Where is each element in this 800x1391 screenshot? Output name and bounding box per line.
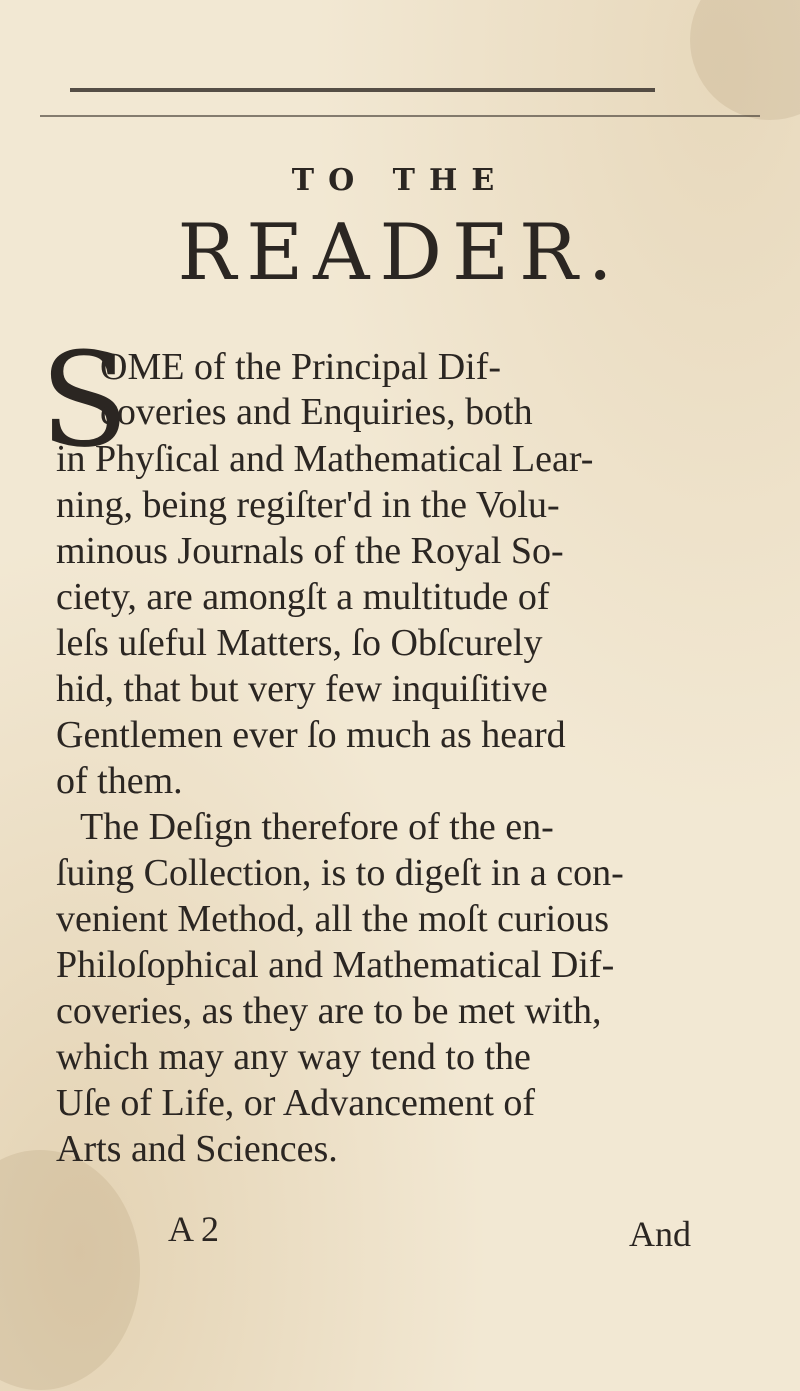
text-line: of them. <box>56 760 183 802</box>
heading-pre: TO THE <box>291 163 509 198</box>
text-line: The Deſign therefore of the en- <box>80 806 554 848</box>
text-line: ſuing Collection, is to digeſt in a con- <box>56 852 624 894</box>
text-line: ciety, are amongſt a multitude of <box>56 576 550 618</box>
top-rule-thin <box>40 115 760 117</box>
text-line: coveries, as they are to be met with, <box>56 990 602 1032</box>
text-line: OME of the Principal Dif- <box>100 346 502 388</box>
text-line: venient Method, all the moſt curious <box>56 898 610 940</box>
text-line: leſs uſeful Matters, ſo Obſcurely <box>56 622 543 664</box>
top-rule <box>70 88 655 92</box>
text-line: Gentlemen ever ſo much as heard <box>56 714 566 756</box>
paper-stain <box>690 0 800 120</box>
text-line: ning, being regiſter'd in the Volu- <box>56 484 560 526</box>
catchword: And <box>629 1214 691 1254</box>
text-line: minous Journals of the Royal So- <box>56 530 564 572</box>
text-line: Arts and Sciences. <box>56 1128 338 1170</box>
text-line: in Phyſical and Mathematical Lear- <box>56 438 594 480</box>
text-line: coveries and Enquiries, both <box>100 391 533 433</box>
page-title: READER. <box>177 208 623 298</box>
drop-cap: S <box>40 324 130 476</box>
text-line: Philoſophical and Mathematical Dif- <box>56 944 615 986</box>
paper-stain <box>0 1150 140 1390</box>
signature-mark: A 2 <box>168 1209 220 1249</box>
text-line: Uſe of Life, or Advancement of <box>56 1082 536 1124</box>
text-line: hid, that but very few inquiſitive <box>56 668 548 710</box>
text-line: which may any way tend to the <box>56 1036 531 1078</box>
